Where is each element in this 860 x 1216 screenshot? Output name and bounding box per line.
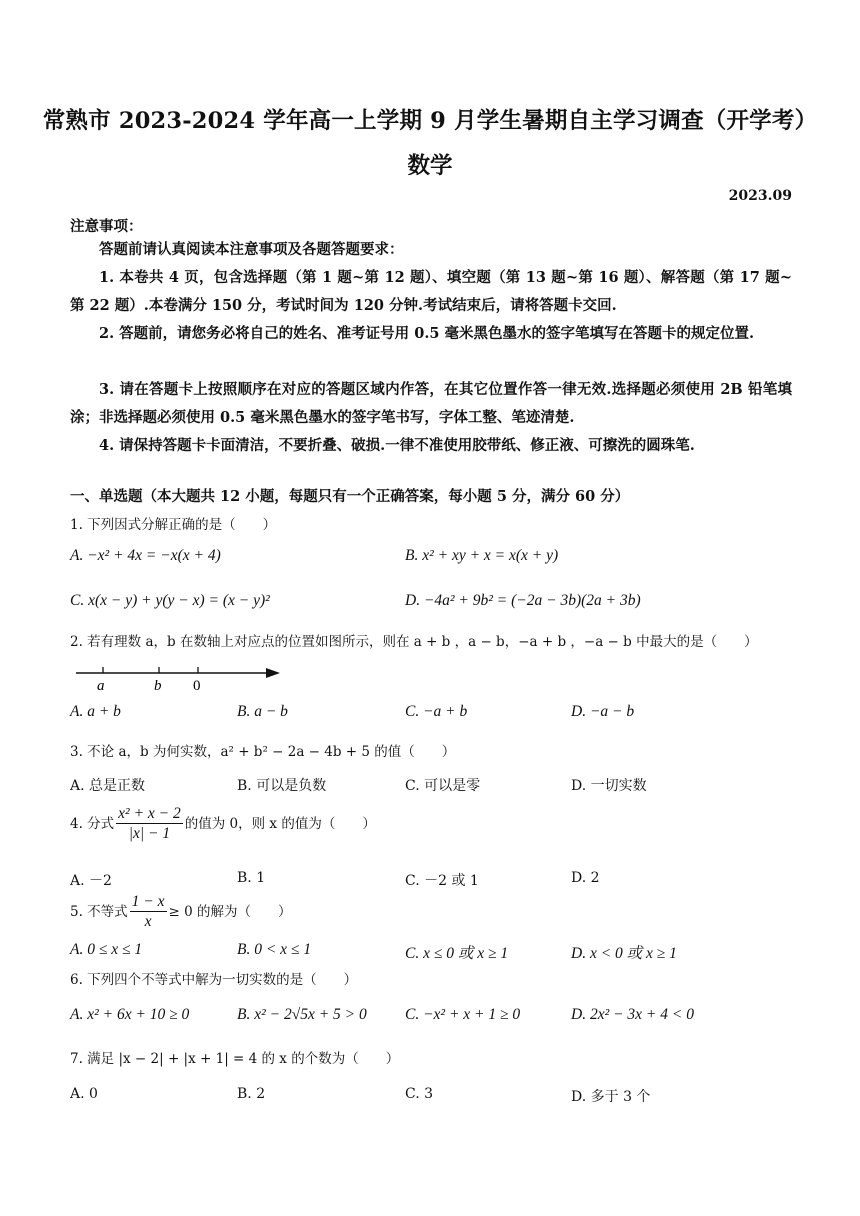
option-b: B. 可以是负数 xyxy=(237,778,327,794)
option-c: C. 3 xyxy=(405,1086,434,1102)
option-d: D. x < 0 或 x ≥ 1 xyxy=(571,945,677,962)
option-d: D. 2x² − 3x + 4 < 0 xyxy=(571,1006,694,1023)
option-c: C. −a + b xyxy=(405,703,468,720)
section-heading: 一、单选题（本大题共 12 小题，每题只有一个正确答案，每小题 5 分，满分 60 分） xyxy=(70,488,630,505)
note-item-2: 2. 答题前，请您务必将自己的姓名、准考证号用 0.5 毫米黑色墨水的签字笔填写在答题卡的规定位置. xyxy=(99,325,755,342)
stem-prefix: 4. 分式 xyxy=(70,816,115,832)
notes-intro: 答题前请认真阅读本注意事项及各题答题要求： xyxy=(99,241,404,258)
option-d: D. −a − b xyxy=(571,703,635,720)
question-stem xyxy=(70,893,292,932)
tick-label: a xyxy=(97,678,105,694)
option-a: A. 总是正数 xyxy=(70,778,146,794)
question-stem: 2. 若有理数 a，b 在数轴上对应点的位置如图所示，则在 a + b ，a − b，−a + b ，−a − b 中最大的是（ ） xyxy=(70,634,758,650)
option-b: B. 0 < x ≤ 1 xyxy=(237,941,312,958)
option-b: B. 2 xyxy=(237,1086,266,1102)
option-a: A. 0 xyxy=(70,1086,98,1102)
option-b: B. 1 xyxy=(237,870,266,886)
tick-label: 0 xyxy=(193,678,201,694)
question-stem: 3. 不论 a，b 为何实数，a² + b² − 2a − 4b + 5 的值（ ） xyxy=(70,744,456,760)
option-d: D. −4a² + 9b² = (−2a − 3b)(2a + 3b) xyxy=(405,592,641,609)
arrow-head-icon xyxy=(266,668,280,678)
stem-prefix: 5. 不等式 xyxy=(70,904,128,920)
fraction-numerator: 1 − x xyxy=(131,893,165,910)
option-b: B. a − b xyxy=(237,703,288,720)
option-c: C. x ≤ 0 或 x ≥ 1 xyxy=(405,945,509,962)
fraction-denominator: |x| − 1 xyxy=(128,825,171,842)
option-d: D. 一切实数 xyxy=(571,778,647,794)
option-b: B. x² − 2√5x + 5 > 0 xyxy=(237,1006,367,1023)
fraction xyxy=(130,893,167,932)
option-c: C. x(x − y) + y(y − x) = (x − y)² xyxy=(70,592,270,609)
question-stem: 7. 满足 |x − 2| + |x + 1| = 4 的 x 的个数为（ ） xyxy=(70,1051,400,1067)
stem-suffix: ≥ 0 的解为（ ） xyxy=(168,904,292,920)
option-c: C. −x² + x + 1 ≥ 0 xyxy=(405,1006,521,1023)
note-item-4: 4. 请保持答题卡卡面清洁，不要折叠、破损.一律不准使用胶带纸、修正液、可擦洗的圆珠笔. xyxy=(99,437,695,454)
option-d: D. 多于 3 个 xyxy=(571,1089,651,1105)
fraction xyxy=(116,805,183,844)
exam-date: 2023.09 xyxy=(728,188,792,204)
option-c: C. 可以是零 xyxy=(405,778,481,794)
option-d: D. 2 xyxy=(571,870,600,886)
option-a: A. 0 ≤ x ≤ 1 xyxy=(70,941,143,958)
option-c: C. －2 或 1 xyxy=(405,873,479,889)
exam-title: 常熟市 2023-2024 学年高一上学期 9 月学生暑期自主学习调查（开学考） xyxy=(42,108,818,134)
question-stem xyxy=(70,805,376,844)
option-a: A. x² + 6x + 10 ≥ 0 xyxy=(70,1006,190,1023)
option-a: A. −x² + 4x = −x(x + 4) xyxy=(70,547,221,564)
subject-title: 数学 xyxy=(407,153,453,179)
number-line-figure xyxy=(76,658,286,694)
fraction-numerator: x² + x − 2 xyxy=(118,805,181,822)
option-a: A. －2 xyxy=(70,873,112,889)
question-stem: 6. 下列四个不等式中解为一切实数的是（ ） xyxy=(70,972,358,988)
note-item-3: 3. 请在答题卡上按照顺序在对应的答题区域内作答，在其它位置作答一律无效.选择题必须使用 2B 铅笔填涂；非选择题必须使用 0.5 毫米黑色墨水的签字笔书写，字体工整、笔迹清楚. xyxy=(70,381,792,426)
stem-suffix: 的值为 0，则 x 的值为（ ） xyxy=(184,816,376,832)
note-item-1: 1. 本卷共 4 页，包含选择题（第 1 题~第 12 题）、填空题（第 13 题~第 16 题）、解答题（第 17 题~第 22 题）.本卷满分 150 分，考试时间为 120 分钟.考试结束后，请将答题卡交回. xyxy=(70,269,792,314)
fraction-denominator: x xyxy=(144,913,152,930)
notes-heading: 注意事项： xyxy=(70,218,143,235)
question-stem: 1. 下列因式分解正确的是（ ） xyxy=(70,517,277,533)
option-b: B. x² + xy + x = x(x + y) xyxy=(405,547,559,564)
tick-label: b xyxy=(154,678,162,694)
option-a: A. a + b xyxy=(70,703,121,720)
